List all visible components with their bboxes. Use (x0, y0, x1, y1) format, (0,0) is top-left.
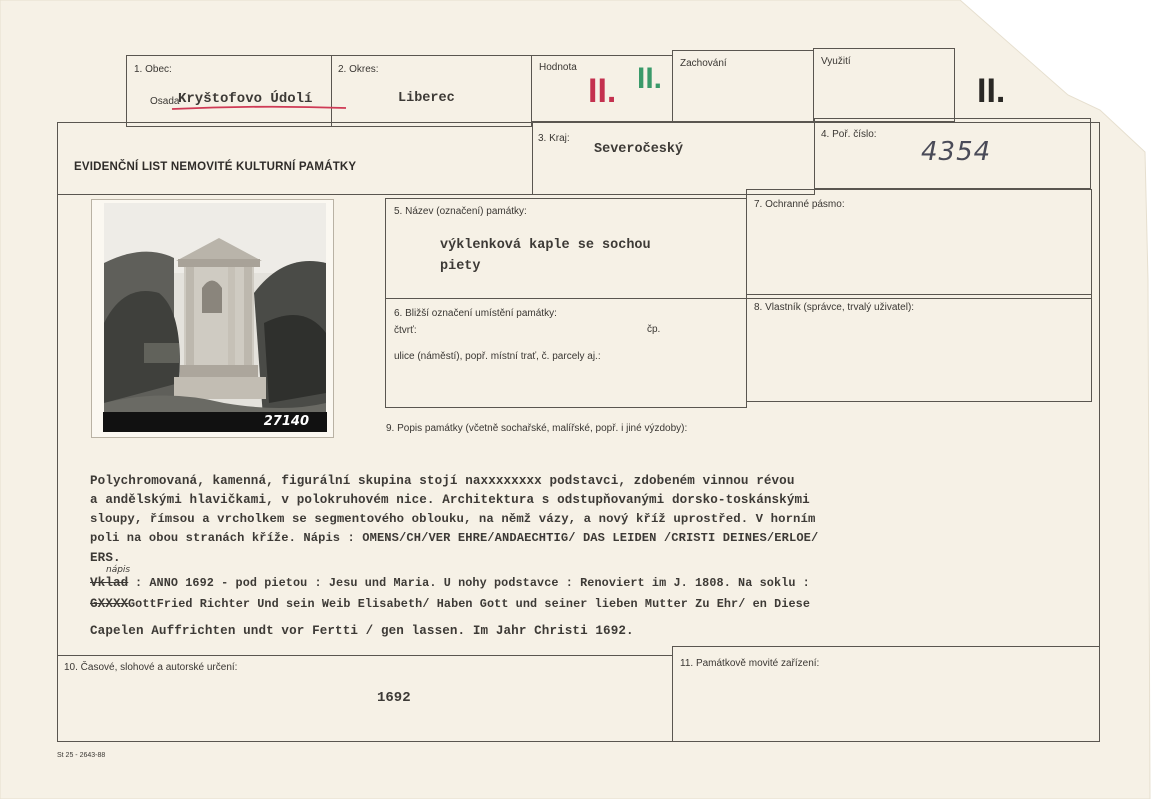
nazev-label: 5. Název (označení) památky: (394, 206, 527, 217)
corner-mark: II. (977, 72, 1006, 110)
ochranne-label: 7. Ochranné pásmo: (754, 199, 845, 210)
por-cislo-value: 4354 (921, 137, 992, 167)
nazev-line1: výklenková kaple se sochou (440, 238, 651, 253)
nazev-line2: piety (440, 259, 481, 274)
cp-label: čp. (647, 324, 661, 335)
umisteni-label: 6. Bližší označení umístění památky: (394, 308, 557, 319)
monument-photo (104, 203, 326, 431)
hodnota-red-mark: II. (588, 72, 617, 110)
osada-underline (170, 105, 348, 113)
photo-number: 27140 (103, 412, 327, 432)
popis-label: 9. Popis památky (včetně sochařské, malířské, popř. i jiné výzdoby): (386, 423, 688, 434)
okres-value: Liberec (398, 91, 455, 106)
hodnota-label: Hodnota (539, 62, 577, 73)
form-title: EVIDENČNÍ LIST NEMOVITÉ KULTURNÍ PAMÁTKY (74, 161, 357, 173)
description-handwritten-note: nápis (106, 565, 131, 575)
description-line-7-struck: GXXXX (90, 597, 129, 611)
kraj-label: 3. Kraj: (538, 133, 570, 144)
vyuziti-label: Využití (821, 56, 851, 67)
form-code: St 25 - 2643-88 (57, 752, 106, 759)
description-line-2: a andělskými hlavičkami, v polokruhovém nice. Architektura s odstupňovanými dorsko-toskánskými (90, 493, 810, 507)
okres-label: 2. Okres: (338, 64, 379, 75)
description-line-1: Polychromovaná, kamenná, figurální skupina stojí naxxxxxxxx podstavci, zdobeném vinnou révou (90, 474, 795, 488)
description-line-3: sloupy, římsou a vrcholkem se segmentového oblouku, na němž vázy, a nový kříž uprostřed. V horním (90, 512, 816, 526)
description-line-7: GottFried Richter Und sein Weib Elisabeth/ Haben Gott und seiner lieben Mutter Zu Ehr/ en Diese (128, 597, 811, 611)
por-cislo-label: 4. Poř. číslo: (821, 129, 877, 140)
vlastnik-label: 8. Vlastník (správce, trvalý uživatel): (754, 302, 915, 313)
osada-label: Osada (150, 96, 180, 107)
casove-label: 10. Časové, slohové a autorské určení: (64, 662, 238, 673)
osada-value: Kryštofovo Údolí (178, 91, 313, 107)
zachovani-label: Zachování (680, 58, 727, 69)
description-line-6: : ANNO 1692 - pod pietou : Jesu und Maria. U nohy podstavce : Renoviert im J. 1808. Na soklu : (135, 576, 810, 590)
obec-label: 1. Obec: (134, 64, 172, 75)
ulice-label: ulice (náměstí), popř. místní trať, č. parcely aj.: (394, 351, 601, 362)
kraj-value: Severočeský (594, 142, 684, 157)
description-line-5: ERS. (90, 551, 121, 565)
kraj-cell (532, 122, 815, 195)
description-line-4: poli na obou stranách kříže. Nápis : OMENS/CH/VER EHRE/ANDAECHTIG/ DAS LEIDEN /CRISTI DEINES/ERLOE/ (90, 531, 819, 545)
casove-value: 1692 (377, 690, 411, 706)
movite-label: 11. Památkově movité zařízení: (680, 658, 820, 669)
description-line-8: Capelen Auffrichten undt vor Fertti / gen lassen. Im Jahr Christi 1692. (90, 624, 634, 638)
description-line-6-struck: Vklad (90, 576, 129, 590)
ctvrt-label: čtvrť: (394, 325, 417, 336)
hodnota-green-mark: II. (637, 62, 663, 95)
title-cell (57, 122, 533, 195)
